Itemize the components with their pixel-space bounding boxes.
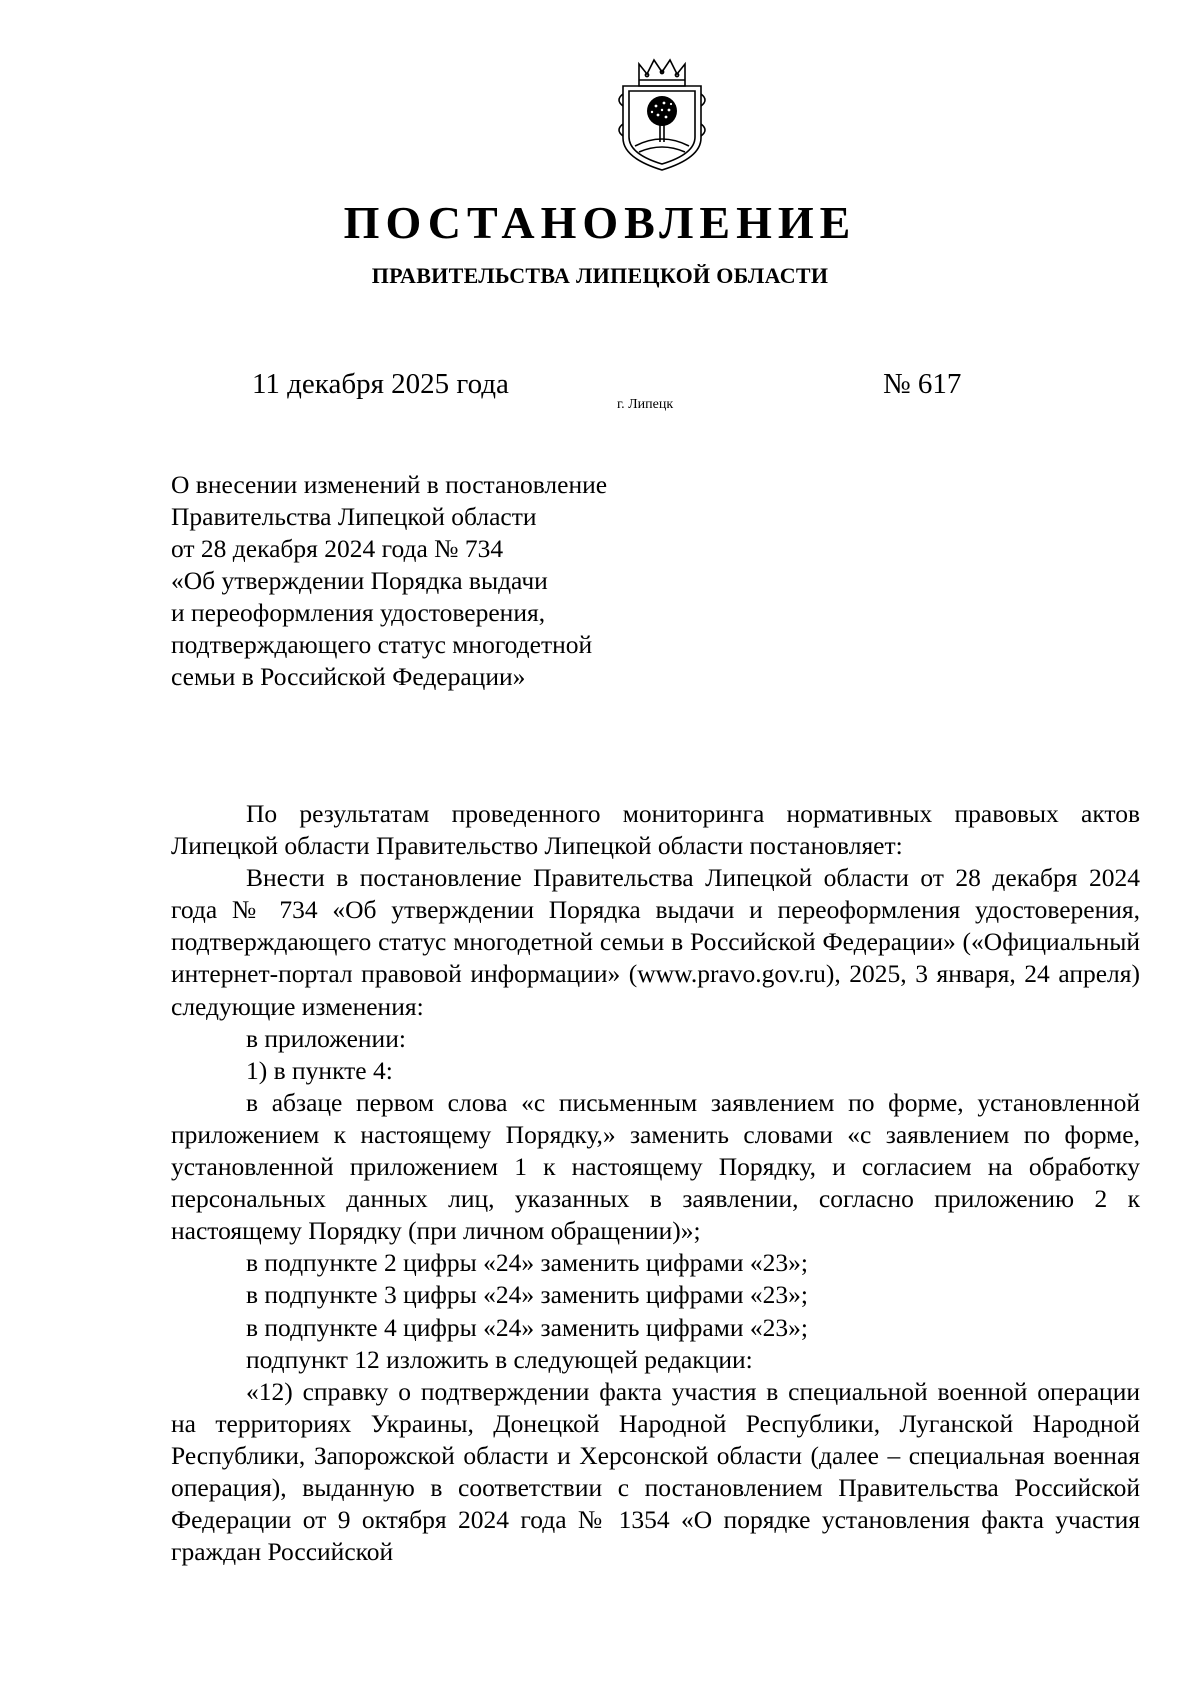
body-paragraph: «12) справку о подтверждении факта участия в специальной военной операции на территориях Украины, Донецкой Народной Республики, Луганской Народной Республики, Запорожской области и Херсонской области (далее – специальная военная операция), выданную в соответствии с постановлением Правительства Российской Федерации от 9 октября 2024 года № 1354 «О порядке установления факта участия граждан Российской xyxy=(171,1376,1140,1567)
document-subtitle: ПРАВИТЕЛЬСТВА ЛИПЕЦКОЙ ОБЛАСТИ xyxy=(371,263,829,288)
subject-line: подтверждающего статус многодетной xyxy=(171,630,593,659)
subject-line: «Об утверждении Порядка выдачи xyxy=(171,566,548,595)
document-title: ПОСТАНОВЛЕНИЕ xyxy=(343,197,857,248)
body-paragraph: Внести в постановление Правительства Липецкой области от 28 декабря 2024 года № 734 «Об утверждении Порядка выдачи и переоформления удостоверения, подтверждающего статус многодетной семьи в Российской Федерации» («Официальный интернет-портал правовой информации» (www.pravo.gov.ru), 2025, 3 января, 24 апреля) следующие изменения: xyxy=(171,863,1140,1021)
body-paragraph: подпункт 12 изложить в следующей редакции: xyxy=(246,1344,753,1374)
document-body xyxy=(171,798,1140,1568)
body-paragraph: в абзаце первом слова «с письменным заявлением по форме, установленной приложением к настоящему Порядку,» заменить словами «с заявлением по форме, установленной приложением 1 к настоящему Порядку, и согласием на обработку персональных данных лиц, указанных в заявлении, согласно приложению 2 к настоящему Порядку (при личном обращении)»; xyxy=(171,1087,1140,1246)
document-city: г. Липецк xyxy=(617,397,674,412)
body-paragraph: в приложении: xyxy=(246,1023,406,1053)
body-paragraph: в подпункте 2 цифры «24» заменить цифрами «23»; xyxy=(246,1248,808,1278)
body-paragraph: в подпункте 4 цифры «24» заменить цифрами «23»; xyxy=(246,1312,808,1342)
body-paragraph: 1) в пункте 4: xyxy=(246,1055,393,1085)
document-subject xyxy=(171,469,731,693)
body-paragraph: в подпункте 3 цифры «24» заменить цифрами «23»; xyxy=(246,1280,808,1310)
subject-line: О внесении изменений в постановление xyxy=(171,470,608,499)
body-paragraph: По результатам проведенного мониторинга нормативных правовых актов Липецкой области Правительство Липецкой области постановляет: xyxy=(171,799,1140,861)
coat-of-arms-icon xyxy=(601,54,723,176)
subject-line: и переоформления удостоверения, xyxy=(171,598,546,627)
document-number: № 617 xyxy=(883,368,962,400)
subject-line: семьи в Российской Федерации» xyxy=(171,662,526,691)
subject-line: Правительства Липецкой области xyxy=(171,502,537,531)
document-date: 11 декабря 2025 года xyxy=(252,368,509,400)
subject-line: от 28 декабря 2024 года № 734 xyxy=(171,534,504,563)
